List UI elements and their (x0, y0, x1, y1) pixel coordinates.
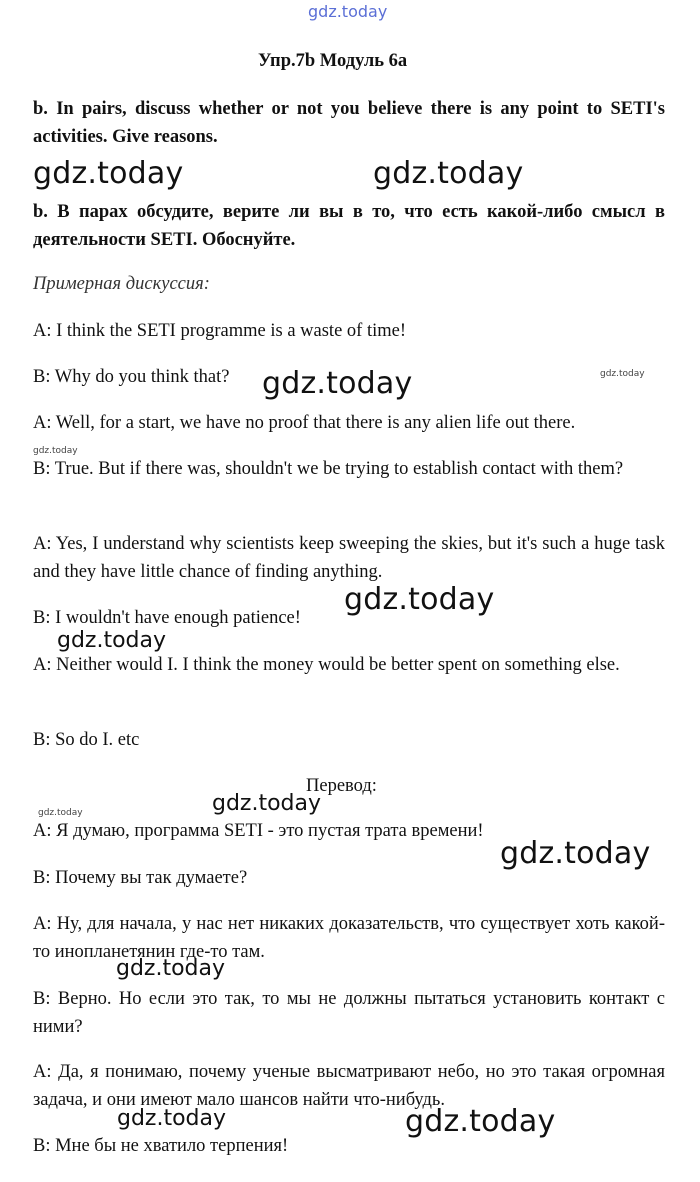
watermark: gdz.today (212, 791, 322, 816)
task-russian: b. В парах обсудите, верите ли вы в то, что есть какой-либо смысл в деятельности SETI. Обоснуйте. (33, 202, 665, 250)
watermark: gdz.today (262, 366, 413, 401)
dialogue-line-en: B: Why do you think that? (33, 367, 230, 387)
dialogue-line-ru: A: Ну, для начала, у нас нет никаких доказательств, что существует хоть какой-то инопланетянин где-то там. (33, 914, 665, 962)
sample-discussion-label: Примерная дискуссия: (33, 274, 210, 294)
watermark: gdz.today (500, 836, 651, 871)
dialogue-line-ru: B: Почему вы так думаете? (33, 868, 248, 888)
dialogue-line-ru: A: Да, я понимаю, почему ученые высматривают небо, но это такая огромная задача, и они имеют мало шансов найти что-нибудь. (33, 1062, 665, 1110)
dialogue-line-en: A: Yes, I understand why scientists keep sweeping the skies, but it's such a huge task and they have little chance of finding anything. (33, 534, 665, 582)
watermark: gdz.today (57, 628, 167, 653)
page-title: Упр.7b Модуль 6а (258, 51, 408, 71)
watermark: gdz.today (33, 156, 184, 191)
watermark: gdz.today (117, 1106, 227, 1131)
watermark: gdz.today (405, 1104, 556, 1139)
dialogue-line-ru: B: Верно. Но если это так, то мы не должны пытаться установить контакт с ними? (33, 989, 665, 1037)
dialogue-line-en: B: I wouldn't have enough patience! (33, 608, 301, 628)
watermark-small: gdz.today (38, 808, 83, 818)
dialogue-line-en: B: True. But if there was, shouldn't we be trying to establish contact with them? (33, 459, 624, 479)
dialogue-line-ru: B: Мне бы не хватило терпения! (33, 1136, 289, 1156)
watermark: gdz.today (373, 156, 524, 191)
watermark: gdz.today (116, 956, 226, 981)
dialogue-line-en: A: I think the SETI programme is a waste of time! (33, 321, 406, 341)
watermark-top: gdz.today (308, 2, 388, 21)
task-english: b. In pairs, discuss whether or not you believe there is any point to SETI's activities. Give reasons. (33, 99, 665, 147)
watermark: gdz.today (344, 582, 495, 617)
dialogue-line-ru: A: Я думаю, программа SETI - это пустая трата времени! (33, 821, 484, 841)
watermark-small: gdz.today (600, 369, 645, 379)
dialogue-line-en: B: So do I. etc (33, 730, 140, 750)
watermark-small: gdz.today (33, 446, 78, 456)
translation-label: Перевод: (306, 776, 377, 796)
dialogue-line-en: A: Neither would I. I think the money would be better spent on something else. (33, 655, 620, 675)
dialogue-line-en: A: Well, for a start, we have no proof that there is any alien life out there. (33, 413, 576, 433)
